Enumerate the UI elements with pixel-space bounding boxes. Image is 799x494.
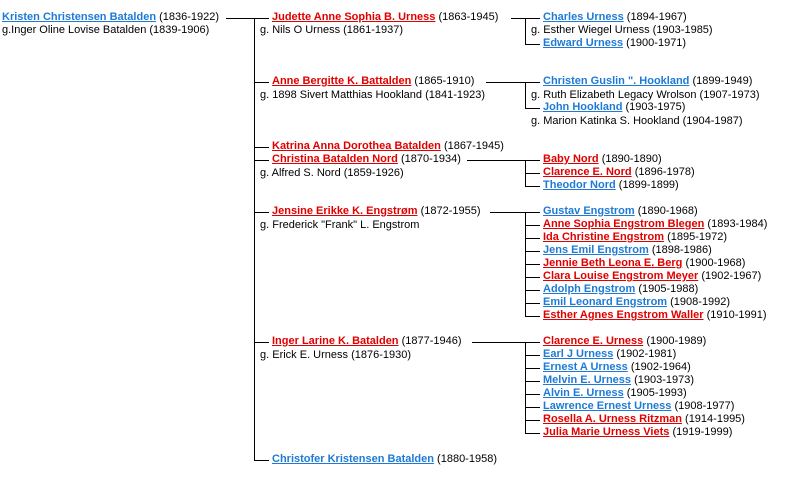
person-grandchild: [543, 335, 706, 348]
connector: [525, 251, 540, 252]
person-child: [272, 453, 497, 466]
person-name[interactable]: Emil Leonard Engstrom: [543, 296, 668, 308]
person-dates: (1905-1993): [626, 387, 687, 399]
person-dates: (1900-1971): [626, 37, 687, 49]
connector: [525, 82, 540, 83]
connector: [525, 264, 540, 265]
person-grandchild: [543, 387, 687, 400]
person-name[interactable]: Earl J Urness: [543, 348, 614, 360]
person-grandchild: [543, 400, 734, 413]
person-child: [272, 153, 461, 166]
person-grandchild: [543, 296, 730, 309]
person-name[interactable]: Clarence E. Urness: [543, 335, 644, 347]
spouse-text: g. Esther Wiegel Urness (1903-1985): [531, 24, 713, 36]
connector: [511, 18, 525, 19]
person-dates: (1900-1989): [646, 335, 707, 347]
person-dates: (1903-1973): [634, 374, 695, 386]
person-dates: (1894-1967): [626, 11, 687, 23]
person-grandchild: [543, 75, 752, 88]
person-dates: (1890-1968): [637, 205, 698, 217]
connector: [254, 82, 269, 83]
person-name[interactable]: Katrina Anna Dorothea Batalden: [272, 140, 441, 152]
person-dates: (1908-1977): [674, 400, 735, 412]
person-name[interactable]: Anne Bergitte K. Battalden: [272, 75, 412, 87]
connector: [525, 82, 526, 108]
person-dates: (1908-1992): [670, 296, 731, 308]
person-name[interactable]: Julia Marie Urness Viets: [543, 426, 670, 438]
connector: [254, 342, 269, 343]
connector: [525, 212, 540, 213]
person-dates: (1914-1995): [685, 413, 745, 425]
connector: [525, 173, 540, 174]
connector: [525, 394, 540, 395]
person-name[interactable]: Clarence E. Nord: [543, 166, 632, 178]
person-name[interactable]: Gustav Engstrom: [543, 205, 635, 217]
person-grandchild: [543, 205, 698, 218]
person-dates: (1836-1922): [159, 11, 220, 23]
spouse-text: g. Frederick "Frank" L. Engstrom: [260, 219, 420, 231]
person-child: [272, 335, 462, 348]
person-grandchild: [543, 218, 767, 231]
person-dates: (1870-1934): [400, 153, 461, 165]
person-name[interactable]: Kristen Christensen Batalden: [2, 11, 157, 23]
person-name[interactable]: Anne Sophia Engstrom Blegen: [543, 218, 705, 230]
person-grandchild: [543, 244, 712, 257]
person-grandchild: [543, 153, 662, 166]
person-grandchild: [543, 166, 695, 179]
spouse-text: g. Ruth Elizabeth Legacy Wrolson (1907-1973): [531, 89, 760, 101]
connector: [226, 18, 254, 19]
connector: [525, 18, 526, 44]
person-dates: (1903-1975): [625, 101, 686, 113]
connector: [525, 108, 540, 109]
person-grandchild: [543, 361, 691, 374]
person-dates: (1865-1910): [414, 75, 475, 87]
person-name[interactable]: Rosella A. Urness Ritzman: [543, 413, 682, 425]
person-grandchild: [543, 257, 745, 270]
connector: [490, 212, 525, 213]
person-grandchild: [543, 179, 679, 192]
person-name[interactable]: Ida Christine Engstrom: [543, 231, 665, 243]
person-dates: (1880-1958): [437, 453, 497, 465]
person-dates: (1863-1945): [438, 11, 499, 23]
person-dates: (1872-1955): [420, 205, 481, 217]
person-dates: (1877-1946): [401, 335, 462, 347]
person-child: [272, 75, 474, 88]
connector: [525, 18, 540, 19]
person-name[interactable]: Melvin E. Urness: [543, 374, 632, 386]
person-dates: (1893-1984): [707, 218, 768, 230]
person-grandchild: [543, 374, 694, 387]
connector: [486, 82, 525, 83]
person-dates: (1910-1991): [706, 309, 767, 321]
connector: [525, 433, 540, 434]
connector: [254, 18, 255, 461]
person-grandchild: [543, 309, 767, 322]
person-dates: (1890-1890): [601, 153, 662, 165]
person-dates: (1896-1978): [634, 166, 695, 178]
connector: [472, 342, 525, 343]
person-grandchild: [543, 101, 685, 114]
person-child: [272, 205, 481, 218]
person-name[interactable]: Jennie Beth Leona E. Berg: [543, 257, 683, 269]
person-child: [272, 11, 498, 24]
person-child: [272, 140, 504, 153]
person-name[interactable]: Edward Urness: [543, 37, 624, 49]
person-name[interactable]: Clara Louise Engstrom Meyer: [543, 270, 699, 282]
person-dates: (1899-1899): [618, 179, 679, 191]
connector: [254, 212, 269, 213]
connector: [525, 407, 540, 408]
person-name[interactable]: Baby Nord: [543, 153, 599, 165]
person-dates: (1900-1968): [685, 257, 746, 269]
person-root: [2, 11, 219, 24]
person-dates: (1905-1988): [638, 283, 699, 295]
person-dates: (1919-1999): [672, 426, 733, 438]
connector: [525, 368, 540, 369]
person-dates: (1899-1949): [692, 75, 753, 87]
person-grandchild: [543, 283, 698, 296]
person-grandchild: [543, 426, 732, 439]
person-name[interactable]: Lawrence Ernest Urness: [543, 400, 672, 412]
person-dates: (1867-1945): [443, 140, 504, 152]
connector: [525, 225, 540, 226]
person-name[interactable]: John Hookland: [543, 101, 623, 113]
connector: [525, 290, 540, 291]
person-name[interactable]: Christen Guslin ". Hookland: [543, 75, 690, 87]
person-name[interactable]: Jens Emil Engstrom: [543, 244, 649, 256]
person-name[interactable]: Adolph Engstrom: [543, 283, 636, 295]
connector: [254, 18, 269, 19]
person-dates: (1898-1986): [651, 244, 712, 256]
connector: [525, 44, 540, 45]
connector: [254, 147, 269, 148]
person-grandchild: [543, 231, 727, 244]
person-dates: (1902-1964): [630, 361, 691, 373]
person-name[interactable]: Christina Batalden Nord: [272, 153, 398, 165]
person-name[interactable]: Jensine Erikke K. Engstrøm: [272, 205, 418, 217]
spouse-text: g. Erick E. Urness (1876-1930): [260, 349, 412, 361]
person-grandchild: [543, 348, 676, 361]
person-grandchild: [543, 37, 686, 50]
person-grandchild: [543, 11, 687, 24]
person-grandchild: [543, 270, 761, 283]
person-name[interactable]: Esther Agnes Engstrom Waller: [543, 309, 704, 321]
person-grandchild: [543, 413, 745, 426]
connector: [525, 316, 540, 317]
person-name[interactable]: Inger Larine K. Batalden: [272, 335, 399, 347]
person-dates: (1902-1967): [701, 270, 762, 282]
connector: [525, 355, 540, 356]
person-name[interactable]: Charles Urness: [543, 11, 624, 23]
spouse-text: g. Nils O Urness (1861-1937): [260, 24, 404, 36]
connector: [525, 420, 540, 421]
connector: [525, 277, 540, 278]
person-dates: (1902-1981): [616, 348, 677, 360]
connector: [254, 460, 269, 461]
spouse-text: g. 1898 Sivert Matthias Hookland (1841-1923): [260, 89, 486, 101]
person-name[interactable]: Christofer Kristensen Batalden: [272, 453, 434, 465]
connector: [525, 381, 540, 382]
connector: [525, 238, 540, 239]
connector: [525, 160, 540, 161]
spouse-text: g. Marion Katinka S. Hookland (1904-1987): [531, 115, 743, 127]
connector: [525, 303, 540, 304]
person-name[interactable]: Judette Anne Sophia B. Urness: [272, 11, 436, 23]
person-name[interactable]: Theodor Nord: [543, 179, 616, 191]
connector: [467, 160, 525, 161]
person-name[interactable]: Ernest A Urness: [543, 361, 628, 373]
person-name[interactable]: Alvin E. Urness: [543, 387, 624, 399]
connector: [525, 186, 540, 187]
spouse-text: g.Inger Oline Lovise Batalden (1839-1906): [2, 24, 210, 36]
person-dates: (1895-1972): [667, 231, 728, 243]
connector: [254, 160, 269, 161]
spouse-text: g. Alfred S. Nord (1859-1926): [260, 167, 404, 179]
connector: [525, 342, 540, 343]
